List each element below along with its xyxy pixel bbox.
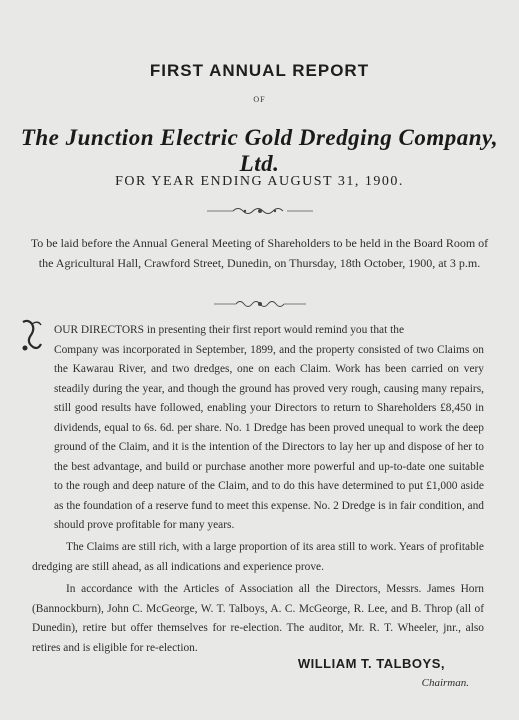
- report-of: OF: [253, 95, 266, 104]
- flourish-icon: [212, 298, 308, 310]
- meeting-notice: To be laid before the Annual General Meeting of Shareholders to be held in the Board Room of the Agricultural Hall, Crawford Street, Dunedin, on Thursday, 18th October, 1900, at 3 p.m.: [30, 236, 489, 270]
- signatory-title: Chairman.: [421, 677, 469, 689]
- paragraph-articles: In accordance with the Articles of Association all the Directors, Messrs. James Horn (Bannockburn), John C. McGeorge, W. T. Talboys, A. C. McGeorge, R. Lee, and B. Throp (all of Dunedin), retire but offer themselves for re-election. The auditor, Mr. R. T. Wheeler, jnr., also retires and is eligible for re-election.: [32, 583, 484, 654]
- company-name: The Junction Electric Gold Dredging Company, Ltd.: [20, 125, 499, 176]
- flourish-icon: [205, 205, 315, 217]
- paragraph-claims: The Claims are still rich, with a large proportion of its area still to work. Years of profitable dredging are still ahead, as all indications and experience prove.: [32, 541, 484, 573]
- ornament-divider-bottom: [0, 297, 519, 309]
- ornament-divider-top: [0, 204, 519, 216]
- paragraph-body: Company was incorporated in September, 1899, and the property consisted of two Claims on the Kawarau River, and two dredges, one on each Claim. Work has been carried on very steadily during the year, and though the ground has proved very rough, causing many repairs, still good results have followed, enabling your Directors to return to Shareholders £8,450 in dividends, equal to 6s. 6d. per share. No. 1 Dredge has been proved unequal to work the deep ground of the Claim, and it is the intention of the Directors to lay her up and dispose of her to the best advantage, and build or purchase another more powerful and up-to-date one suitable to the rough and deep nature of the Claim, and to do this have determined to put £1,000 aside as the foundation of a reserve fund to meet this expense. No. 2 Dredge is in fair condition, and should prove profitable for many years.: [54, 343, 484, 531]
- report-title: FIRST ANNUAL REPORT: [149, 61, 370, 80]
- paragraph-directors: [32, 321, 484, 536]
- signatory-name: WILLIAM T. TALBOYS,: [297, 656, 445, 671]
- year-ending: FOR YEAR ENDING AUGUST 31, 1900.: [115, 174, 404, 189]
- paragraph-lead: OUR DIRECTORS in presenting their first report would remind you that the: [54, 324, 405, 336]
